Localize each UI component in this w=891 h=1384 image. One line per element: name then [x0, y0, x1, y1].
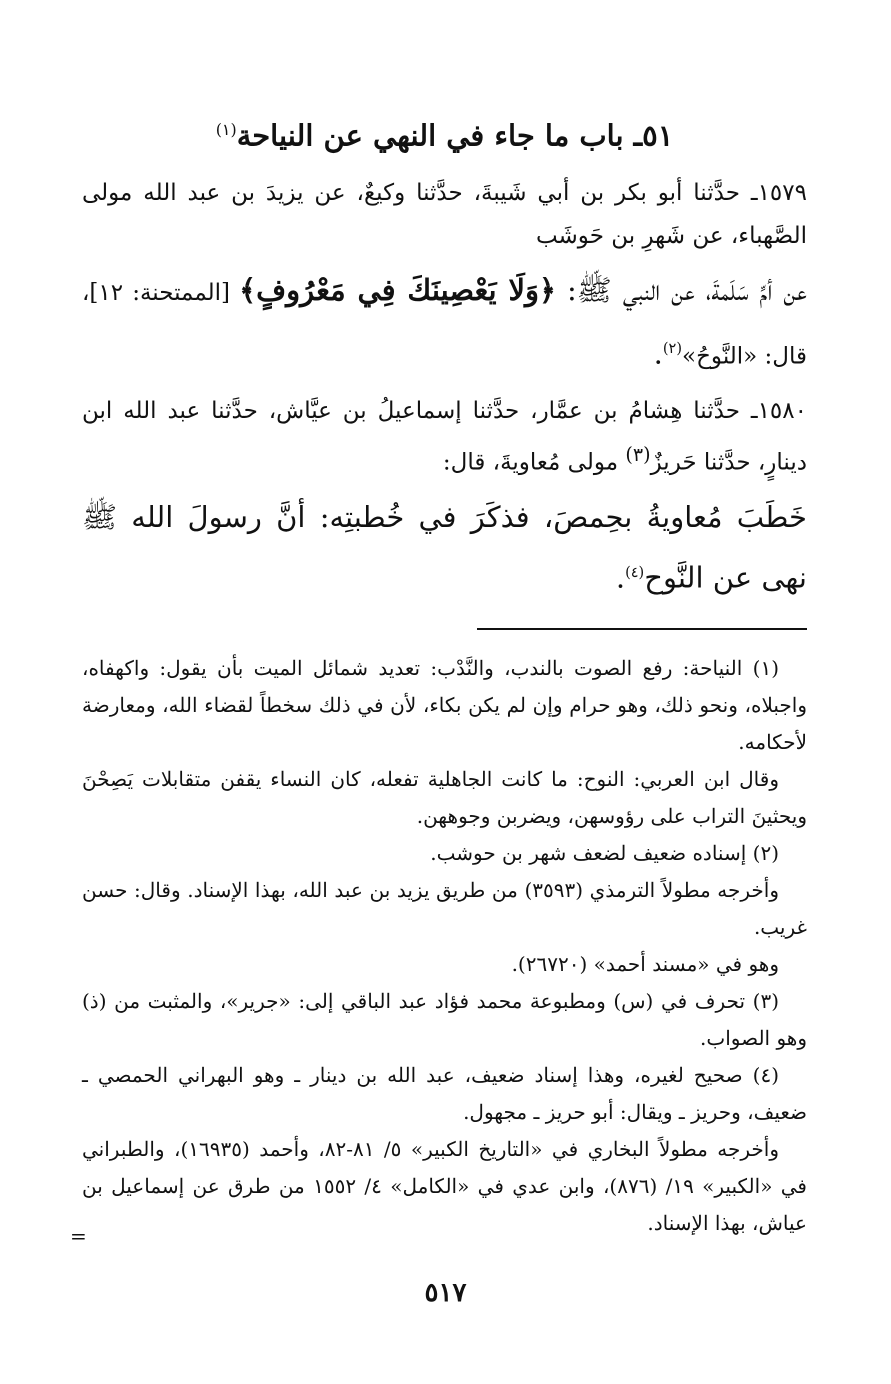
footnote-2-cont: وأخرجه مطولاً الترمذي (٣٥٩٣) من طريق يزيد بن عبد الله، بهذا الإسناد. وقال: حسن غريب.	[82, 877, 807, 939]
hadith-isnad	[82, 390, 807, 485]
footnote-ref: (٢)	[662, 340, 683, 357]
matn-end: .	[653, 336, 663, 371]
matn-text: خَطَبَ مُعاويةُ بحِمصَ، فذكَرَ في خُطبتِه: أنَّ رسولَ الله ﷺ نهى عن النَّوح	[82, 499, 807, 595]
footnote-2-cont-2: وهو في «مسند أحمد» (٢٦٧٢٠).	[511, 951, 779, 976]
matn-end: .	[615, 560, 626, 595]
footnote-ref: (٤)	[625, 564, 645, 581]
hadith-isnad: ١٥٧٩ـ حدَّثنا أبو بكر بن أبي شَيبةَ، حدَّثنا وكيعٌ، عن يزيدَ بن عبد الله مولى الصَّهباء، عن شَهرِ بن حَوشَب	[82, 179, 807, 249]
hadith-1580	[82, 390, 807, 605]
page-number: ٥١٧	[424, 1278, 467, 1308]
quran-quote: ﴿وَلَا يَعْصِينَكَ فِي مَعْرُوفٍ﴾	[239, 272, 556, 307]
hadith-1579	[82, 172, 807, 385]
hadith-matn	[82, 489, 807, 606]
footnote-1: (١) النياحة: رفع الصوت بالندب، والنَّدْب: تعديد شمائل الميت بأن يقول: واكهفاه، واجبلاه، ونحو ذلك، وهو حرام وإن لم يكن بكاء، لأن في ذلك سخطاً لقضاء الله، ومعارضة لأحكامه.	[82, 655, 807, 754]
footnotes	[82, 650, 807, 1242]
hadith-matn	[82, 262, 807, 385]
footnote-4-cont: وأخرجه مطولاً البخاري في «التاريخ الكبير» ٥/ ٨١-٨٢، وأحمد (١٦٩٣٥)، والطبراني في «الكبير» ١٩/ (٨٧٦)، وابن عدي في «الكامل» ٤/ ١٥٥٢ من طرق عن إسماعيل بن عياش، بهذا الإسناد.	[82, 1136, 807, 1235]
isnad-text: ١٥٨٠ـ حدَّثنا هِشامُ بن عمَّار، حدَّثنا إسماعيلُ بن عيَّاش، حدَّثنا عبد الله ابن دينارٍ، حدَّثنا حَريزٌ	[82, 398, 807, 476]
continuation-mark: =	[70, 1224, 87, 1248]
chapter-title	[82, 108, 807, 158]
quran-reference: [الممتحنة: ١٢]، قال: «النَّوحُ»	[82, 279, 807, 370]
footnote-3: (٣) تحرف في (س) ومطبوعة محمد فؤاد عبد الباقي إلى: «جرير»، والمثبت من (ذ) وهو الصواب.	[82, 988, 807, 1050]
chapter-title-text: ٥١ـ باب ما جاء في النهي عن النياحة	[236, 118, 674, 153]
footnote-1-cont: وقال ابن العربي: النوح: ما كانت الجاهلية تفعله، كان النساء يقفن متقابلات يَصِحْنَ ويحثينَ التراب على رؤوسهن، ويضربن وجوههن.	[82, 766, 807, 828]
matn-text: عن أمِّ سَلَمةَ، عن النبي ﷺ:	[556, 272, 807, 307]
chapter-footnote-ref: (١)	[215, 120, 237, 139]
footnote-ref: (٣)	[625, 443, 651, 467]
footnote-divider	[477, 628, 807, 630]
footnote-4: (٤) صحيح لغيره، وهذا إسناد ضعيف، عبد الله بن دينار ـ وهو البهراني الحمصي ـ ضعيف، وحريز ـ ويقال: أبو حريز ـ مجهول.	[82, 1062, 807, 1124]
isnad-end: مولى مُعاويةَ، قال:	[442, 449, 626, 476]
footnote-2: (٢) إسناده ضعيف لضعف شهر بن حوشب.	[430, 840, 779, 865]
